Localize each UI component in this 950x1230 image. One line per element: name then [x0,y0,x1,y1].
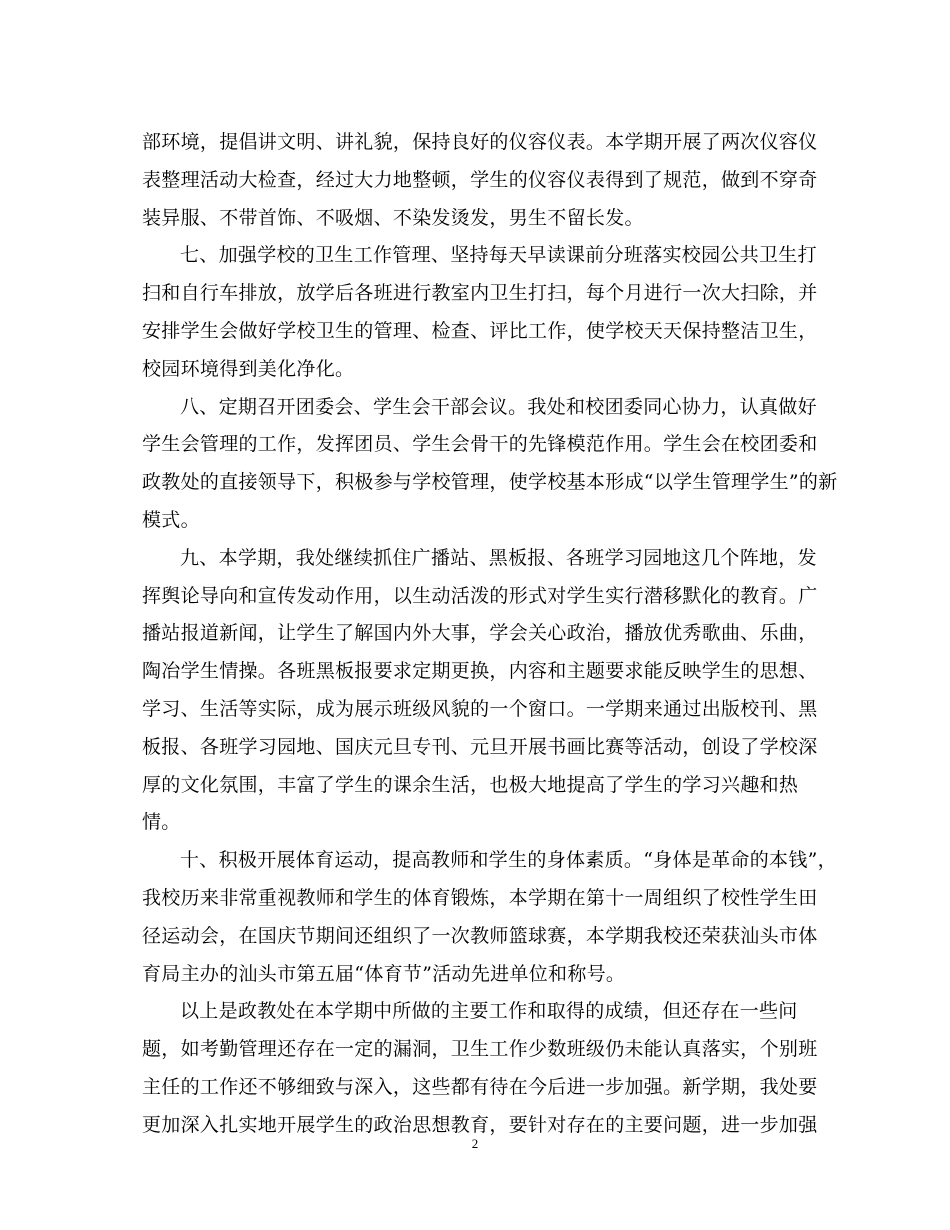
document-body [142,124,838,1145]
text-line: 育局主办的汕头市第五届“体育节”活动先进单位和称号。 [142,962,626,985]
text-line: 情。 [142,811,181,834]
text-line: 校园环境得到美化净化。 [142,357,355,380]
text-line: 装异服、不带首饰、不吸烟、不染发烫发，男生不留长发。 [142,206,644,229]
page-number: 2 [471,1136,479,1151]
text-line: 扫和自行车排放，放学后各班进行教室内卫生打扫，每个月进行一次大扫除，并 [142,282,818,305]
paragraph-eight [142,389,838,540]
text-line: 挥舆论导向和宣传发动作用，以生动活泼的形式对学生实行潜移默化的教育。广 [142,584,818,607]
paragraph-nine [142,540,822,842]
text-line: 板报、各班学习园地、国庆元旦专刊、元旦开展书画比赛等活动，创设了学校深 [142,735,818,758]
text-line: 部环境，提倡讲文明、讲礼貌，保持良好的仪容仪表。本学期开展了两次仪容仪 [142,131,818,153]
text-line: 表整理活动大检查，经过大力地整顿，学生的仪容仪表得到了规范，做到不穿奇 [142,168,818,191]
text-line: 主任的工作还不够细致与深入，这些都有待在今后进一步加强。新学期，我处要 [142,1075,818,1098]
text-line: 安排学生会做好学校卫生的管理、检查、评比工作，使学校天天保持整洁卫生， [142,319,818,342]
text-line: 十、积极开展体育运动，提高教师和学生的身体素质。“身体是革命的本钱”， [180,849,837,872]
text-line: 更加深入扎实地开展学生的政治思想教育，要针对存在的主要问题，进一步加强 [142,1113,818,1136]
text-line: 我校历来非常重视教师和学生的体育锻炼，本学期在第十一周组织了校性学生田 [142,886,818,909]
paragraph-continuation [142,124,822,237]
text-line: 八、定期召开团委会、学生会干部会议。我处和校团委同心协力，认真做好 [180,395,817,418]
paragraph-summary [142,993,822,1144]
text-line: 以上是政教处在本学期中所做的主要工作和取得的成绩，但还存在一些问 [180,1000,798,1023]
text-line: 厚的文化氛围，丰富了学生的课余生活，也极大地提高了学生的学习兴趣和热 [142,773,799,796]
text-line: 九、本学期，我处继续抓住广播站、黑板报、各班学习园地这几个阵地，发 [180,546,817,569]
paragraph-ten [142,842,837,993]
text-line: 七、加强学校的卫生工作管理、坚持每天早读课前分班落实校园公共卫生打 [180,244,817,267]
text-line: 陶冶学生情操。各班黑板报要求定期更换，内容和主题要求能反映学生的思想、 [142,660,818,683]
paragraph-seven [142,237,822,388]
text-line: 播站报道新闻，让学生了解国内外大事，学会关心政治，播放优秀歌曲、乐曲， [142,622,818,645]
text-line: 模式。 [142,508,200,531]
text-line: 政教处的直接领导下，积极参与学校管理，使学校基本形成“以学生管理学生”的新 [142,471,838,494]
text-line: 学生会管理的工作，发挥团员、学生会骨干的先锋模范作用。学生会在校团委和 [142,433,818,456]
text-line: 学习、生活等实际，成为展示班级风貌的一个窗口。一学期来通过出版校刊、黑 [142,697,818,720]
text-line: 径运动会，在国庆节期间还组织了一次教师篮球赛，本学期我校还荣获汕头市体 [142,924,818,947]
text-line: 题，如考勤管理还存在一定的漏洞，卫生工作少数班级仍未能认真落实，个别班 [142,1038,818,1061]
